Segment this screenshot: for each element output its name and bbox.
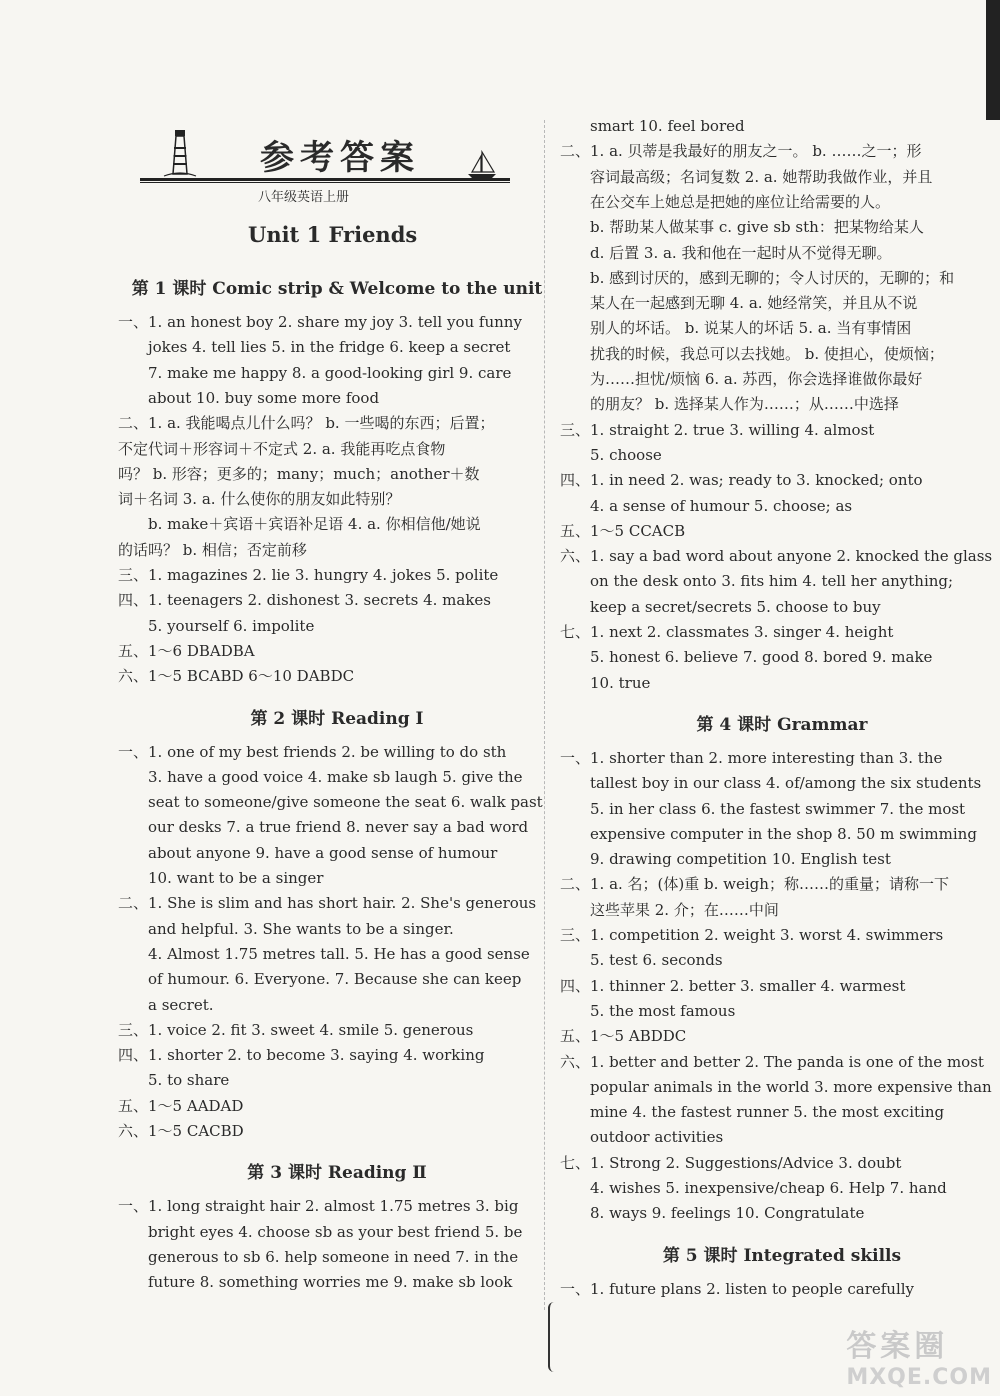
answer-line: 二、1. a. 贝蒂是我最好的朋友之一。 b. ……之一；形 — [560, 142, 922, 161]
answer-line: 10. want to be a singer — [148, 869, 324, 887]
section-heading: 第 5 课时 Integrated skills — [662, 1245, 902, 1266]
watermark-bottom: MXQE.COM — [846, 1365, 992, 1390]
section-heading: 第 3 课时 Reading Ⅱ — [247, 1163, 427, 1184]
answer-line: 六、1～5 BCABD 6～10 DABDC — [118, 667, 355, 686]
answer-line: popular animals in the world 3. more expensive than — [590, 1077, 992, 1096]
answer-line: 四、1. in need 2. was; ready to 3. knocked; onto — [560, 471, 923, 490]
answer-line: 不定代词＋形容词＋不定式 2. a. 我能再吃点食物 — [118, 439, 446, 458]
answer-line: future 8. something worries me 9. make sb look — [148, 1273, 513, 1292]
answer-line: 五、1～6 DBADBA — [118, 641, 255, 660]
answer-line: 在公交车上她总是把她的座位让给需要的人。 — [590, 192, 891, 211]
answer-line: 四、1. teenagers 2. dishonest 3. secrets 4. makes — [118, 591, 491, 610]
answer-line: b. 感到讨厌的，感到无聊的；令人讨厌的，无聊的；和 — [590, 268, 955, 287]
answer-line: 3. have a good voice 4. make sb laugh 5. give the — [148, 767, 523, 786]
answer-line: 4. a sense of humour 5. choose; as — [590, 496, 853, 515]
answer-line: smart 10. feel bored — [590, 117, 745, 135]
answer-line: 4. Almost 1.75 metres tall. 5. He has a good sense — [148, 944, 530, 963]
answer-line: 六、1. better and better 2. The panda is one of the most — [560, 1052, 984, 1071]
answer-line: 三、1. straight 2. true 3. willing 4. almost — [560, 420, 875, 439]
answer-line: 五、1～5 CCACB — [560, 521, 686, 540]
answer-line: 别人的坏话。 b. 说某人的坏话 5. a. 当有事情困 — [590, 319, 912, 338]
answer-line: 7. make me happy 8. a good-looking girl 9. care — [148, 363, 512, 382]
answer-line: 二、1. She is slim and has short hair. 2. She's generous — [118, 894, 537, 913]
answer-line: 一、1. one of my best friends 2. be willing to do sth — [118, 742, 507, 761]
answer-line: outdoor activities — [590, 1128, 724, 1147]
answer-line: 5. choose — [590, 445, 662, 464]
sailboat-icon — [462, 150, 502, 180]
answer-line: keep a secret/secrets 5. choose to buy — [590, 597, 881, 616]
title-rule — [140, 178, 510, 181]
answer-line: expensive computer in the shop 8. 50 m swimming — [590, 824, 977, 843]
answer-line: 4. wishes 5. inexpensive/cheap 6. Help 7. hand — [590, 1179, 947, 1197]
answer-line: 吗？ b. 形容；更多的；many；much；another＋数 — [118, 464, 480, 483]
page-title: 参考答案 — [260, 138, 420, 178]
answer-line: 5. to share — [148, 1071, 230, 1090]
answer-line: 三、1. magazines 2. lie 3. hungry 4. jokes 5. polite — [118, 566, 499, 584]
answer-line: 五、1～5 ABDDC — [560, 1027, 687, 1046]
answer-line: 5. honest 6. believe 7. good 8. bored 9. make — [590, 648, 933, 667]
lighthouse-icon — [160, 126, 200, 182]
answer-line: 词＋名词 3. a. 什么使你的朋友如此特别？ — [118, 490, 401, 509]
answer-line: 5. yourself 6. impolite — [148, 616, 315, 635]
answer-line: 四、1. thinner 2. better 3. smaller 4. warmest — [560, 976, 906, 995]
answer-line: 四、1. shorter 2. to become 3. saying 4. working — [118, 1046, 485, 1065]
answer-line: 某人在一起感到无聊 4. a. 她经常笑，并且从不说 — [590, 294, 918, 313]
answer-line: 二、1. a. 我能喝点儿什么吗？ b. 一些喝的东西；后置； — [118, 414, 495, 433]
answer-line: our desks 7. a true friend 8. never say a bad word — [148, 818, 529, 837]
section-heading: 第 4 课时 Grammar — [696, 714, 868, 735]
answer-line: 一、1. an honest boy 2. share my joy 3. tell you funny — [118, 313, 522, 331]
answer-line: 七、1. Strong 2. Suggestions/Advice 3. doubt — [560, 1153, 902, 1172]
answer-line: 二、1. a. 名；(体)重 b. weigh；称……的重量；请称一下 — [560, 875, 949, 894]
answer-line: 三、1. competition 2. weight 3. worst 4. swimmers — [560, 926, 944, 944]
answer-line: 的朋友？ b. 选择某人作为……；从……中选择 — [590, 395, 899, 414]
watermark-top: 答案圈 — [846, 1329, 949, 1364]
answer-line: on the desk onto 3. fits him 4. tell her anything; — [590, 572, 954, 591]
answer-line: of humour. 6. Everyone. 7. Because she can keep — [148, 970, 522, 989]
answer-line: 5. in her class 6. the fastest swimmer 7. the most — [590, 799, 966, 818]
section-heading: 第 1 课时 Comic strip & Welcome to the unit — [131, 279, 543, 299]
answer-line: seat to someone/give someone the seat 6. walk past — [148, 793, 543, 812]
answer-line: about 10. buy some more food — [148, 388, 380, 407]
answer-line: mine 4. the fastest runner 5. the most exciting — [590, 1103, 945, 1122]
margin-bracket — [548, 1302, 556, 1372]
answer-line: 容词最高级；名词复数 2. a. 她帮助我做作业，并且 — [590, 167, 933, 186]
answer-line: b. 帮助某人做某事 c. give sb sth：把某物给某人 — [590, 218, 924, 237]
answer-line: 一、1. long straight hair 2. almost 1.75 metres 3. big — [118, 1197, 519, 1216]
answer-line: 一、1. shorter than 2. more interesting than 3. the — [560, 748, 943, 767]
answer-line: tallest boy in our class 4. of/among the six students — [590, 774, 982, 793]
answer-line: 的话吗？ b. 相信；否定前移 — [118, 540, 307, 559]
answer-line: 为……担忧/烦恼 6. a. 苏西，你会选择谁做你最好 — [590, 370, 923, 388]
section-heading: 第 2 课时 Reading Ⅰ — [250, 708, 424, 729]
answer-key-header — [140, 120, 530, 230]
answer-line: d. 后置 3. a. 我和他在一起时从不觉得无聊。 — [590, 243, 892, 262]
answer-line: 扰我的时候，我总可以去找她。 b. 使担心，使烦恼； — [590, 344, 944, 363]
watermark — [846, 1321, 992, 1390]
answer-line: 5. the most famous — [590, 1001, 736, 1020]
answer-line: jokes 4. tell lies 5. in the fridge 6. keep a secret — [148, 338, 511, 357]
answer-line: 六、1. say a bad word about anyone 2. knocked the glass — [560, 547, 993, 566]
answer-line: a secret. — [148, 995, 214, 1014]
answer-line: 三、1. voice 2. fit 3. sweet 4. smile 5. generous — [118, 1020, 474, 1039]
answer-line: b. make＋宾语＋宾语补足语 4. a. 你相信他/她说 — [148, 515, 481, 534]
answer-line: generous to sb 6. help someone in need 7. in the — [148, 1247, 519, 1266]
answer-line: about anyone 9. have a good sense of humour — [148, 843, 498, 862]
answer-line: 七、1. next 2. classmates 3. singer 4. height — [560, 623, 894, 641]
answer-line: 9. drawing competition 10. English test — [590, 850, 891, 869]
page-edge-mark — [986, 0, 1000, 120]
answer-line: 五、1～5 AADAD — [118, 1096, 244, 1115]
unit-title: Unit 1 Friends — [248, 222, 418, 247]
answer-line: 这些苹果 2. 介；在……中间 — [590, 900, 779, 919]
answer-line: bright eyes 4. choose sb as your best friend 5. be — [148, 1222, 523, 1241]
answer-line: and helpful. 3. She wants to be a singer. — [148, 919, 454, 938]
title-rule-thin — [140, 182, 510, 183]
answer-line: 一、1. future plans 2. listen to people carefully — [560, 1279, 915, 1298]
answer-line: 六、1～5 CACBD — [118, 1122, 244, 1140]
answer-line: 8. ways 9. feelings 10. Congratulate — [590, 1204, 865, 1223]
answer-line: 5. test 6. seconds — [590, 951, 723, 970]
column-divider — [544, 120, 545, 1310]
page-subtitle: 八年级英语上册 — [258, 190, 350, 205]
answer-line: 10. true — [590, 673, 651, 692]
